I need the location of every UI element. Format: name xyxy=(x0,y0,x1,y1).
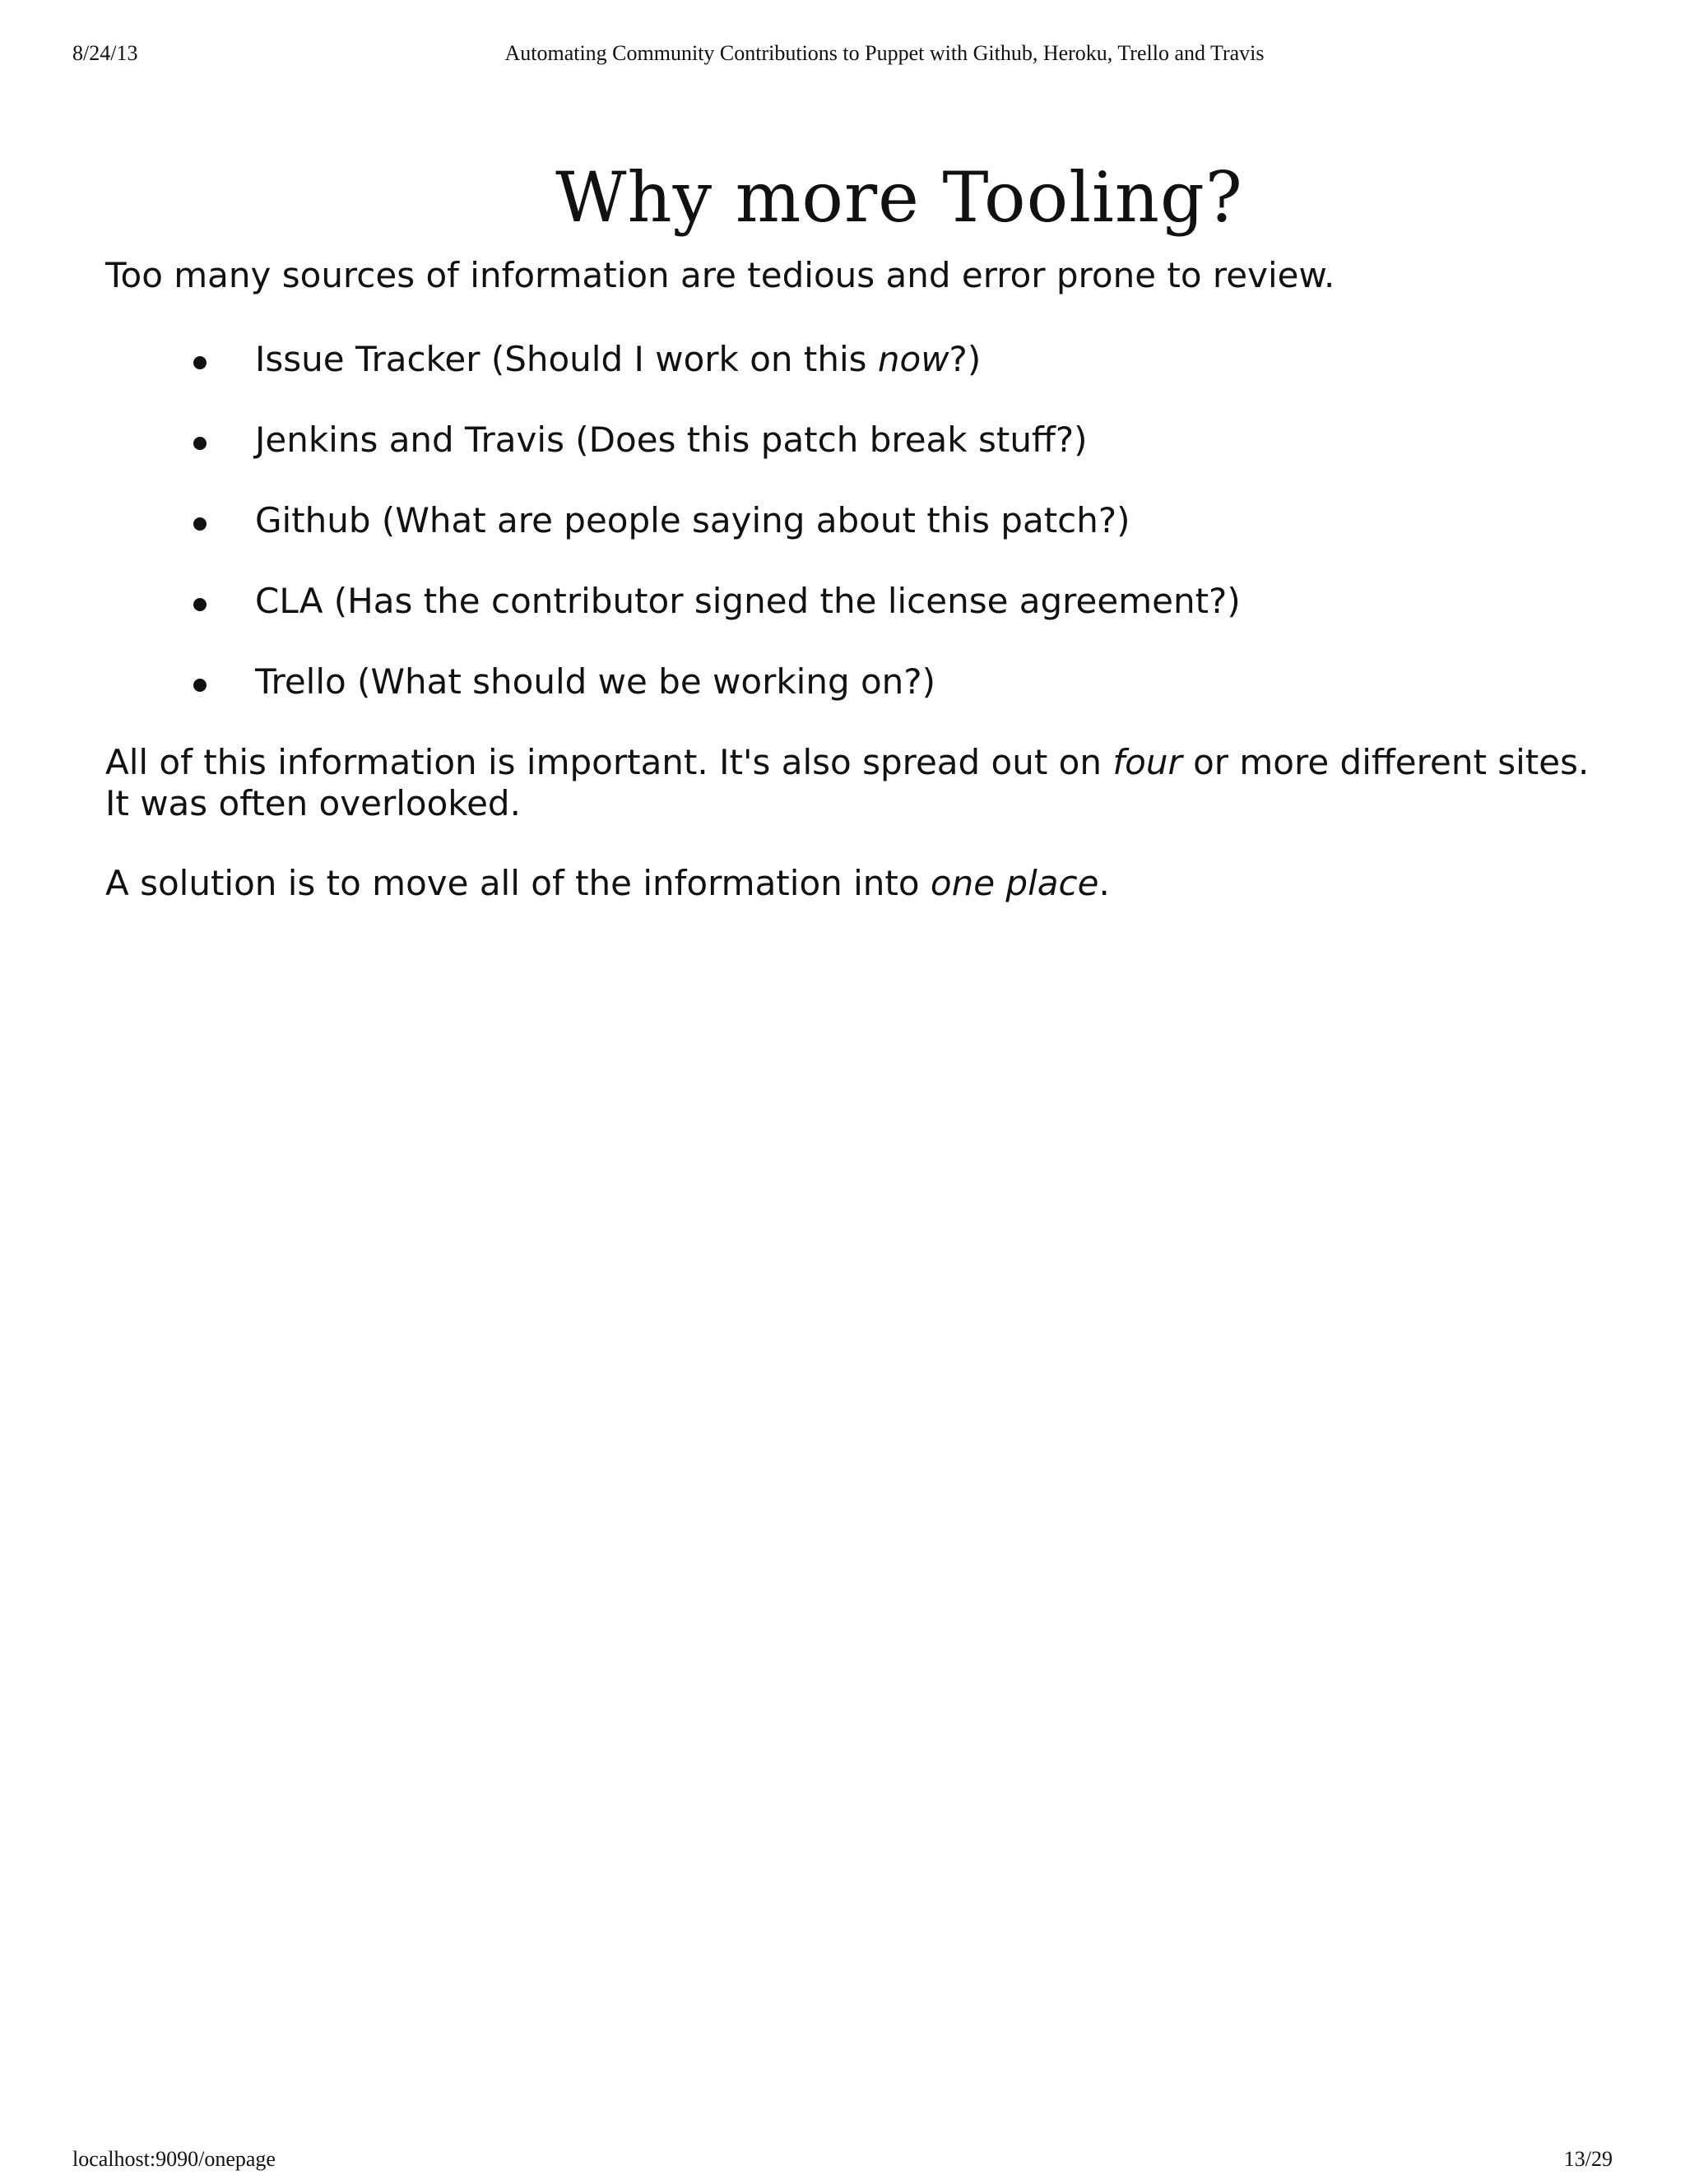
list-item-text: Issue Tracker (Should I work on this xyxy=(255,339,878,379)
list-item-jenkins-travis xyxy=(105,420,1611,461)
list-item-text: Jenkins and Travis (Does this patch break stuff?) xyxy=(255,420,1088,460)
list-item-trello xyxy=(105,661,1611,702)
bullet-icon xyxy=(193,679,207,692)
bullet-icon xyxy=(193,437,207,450)
importance-emphasis: four xyxy=(1112,742,1182,782)
slide-title: Why more Tooling? xyxy=(555,157,1243,238)
list-item-emphasis: now xyxy=(877,339,949,379)
solution-paragraph xyxy=(105,863,1611,904)
list-item-text-end: ?) xyxy=(949,339,982,379)
list-item-text: Trello (What should we be working on?) xyxy=(255,661,935,702)
importance-text: All of this information is important. It's also spread out on xyxy=(105,742,1113,782)
list-item-github xyxy=(105,500,1611,541)
page-number: 13/29 xyxy=(1563,2147,1613,2171)
importance-paragraph xyxy=(105,742,1611,824)
bullet-icon xyxy=(193,517,207,531)
solution-text-end: . xyxy=(1098,863,1110,903)
print-footer xyxy=(0,2147,1685,2175)
print-url: localhost:9090/onepage xyxy=(72,2147,276,2171)
solution-emphasis: one place xyxy=(930,863,1099,903)
slide-content xyxy=(105,148,1611,904)
bullet-icon xyxy=(193,598,207,611)
importance-text-end: or more different sites. It was often overlooked. xyxy=(105,742,1590,823)
print-date: 8/24/13 xyxy=(72,41,138,65)
solution-text: A solution is to move all of the information into xyxy=(105,863,931,903)
print-header xyxy=(0,41,1685,69)
list-item-text: CLA (Has the contributor signed the license agreement?) xyxy=(255,581,1241,621)
sources-list xyxy=(105,339,1611,702)
list-item-cla xyxy=(105,581,1611,622)
list-item-issue-tracker xyxy=(105,339,1611,380)
list-item-text: Github (What are people saying about this patch?) xyxy=(255,500,1130,540)
intro-paragraph: Too many sources of information are tedious and error prone to review. xyxy=(105,255,1335,295)
bullet-icon xyxy=(193,356,207,369)
print-document-title: Automating Community Contributions to Puppet with Github, Heroku, Trello and Travis xyxy=(504,41,1265,65)
